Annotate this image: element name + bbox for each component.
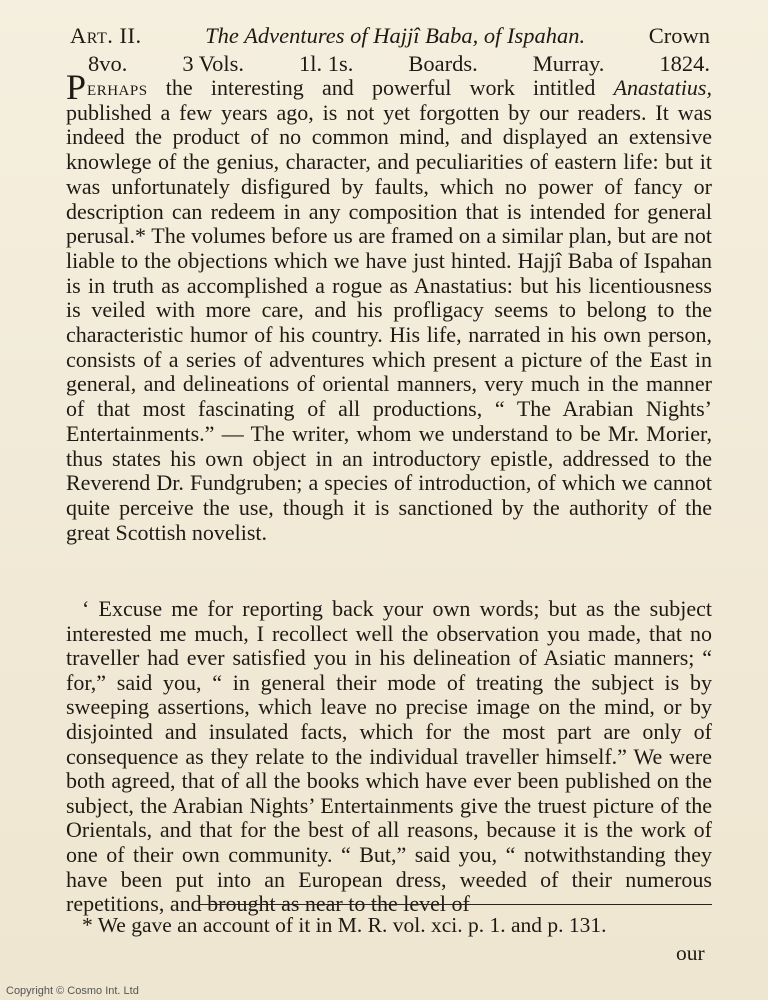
drop-cap: P <box>66 67 87 107</box>
header-line-1 <box>70 22 710 50</box>
format-octavo: 8vo. <box>88 51 128 76</box>
footnote: * We gave an account of it in M. R. vol. xci. p. 1. and p. 131. <box>82 913 607 937</box>
price: 1l. 1s. <box>299 51 354 76</box>
binding: Boards. <box>408 51 478 76</box>
format-crown: Crown <box>648 23 710 48</box>
anastatius-title: Anastatius, <box>613 75 712 100</box>
opening-word: erhaps <box>87 75 148 100</box>
paragraph-text-b: published a few years ago, is not yet forgotten by our readers. It was indeed the product of no common mind, and displayed an extensive knowlege of the genius, character, and peculiarities of eastern life: but it was unfortunately disfigured by faults, which no power of fancy or description can redeem in any composition that is intended for general perusal.* The volumes before us are framed on a similar plan, but are not liable to the objections which we have just hinted. Hajjî Baba of Ispahan is in truth as accomplished a rogue as Anastatius: but his licentiousness is veiled with more care, and his profligacy seems to belong to the characteristic humor of his country. His life, narrated in his own person, consists of a series of adventures which present a picture of the East in general, and delineations of oriental manners, very much in the manner of that most fascinating of all productions, “ The Arabian Nights’ Entertainments.” — The writer, whom we understand to be Mr. Morier, thus states his own object in an introductory epistle, addressed to the Reverend Dr. Fundgruben; a species of introduction, of which we cannot quite perceive the use, though it is sanctioned by the authority of the great Scottish novelist. <box>66 99 712 545</box>
catchword: our <box>676 941 705 965</box>
copyright-watermark: Copyright © Cosmo Int. Ltd <box>6 985 139 997</box>
paragraph-text-a: the interesting and powerful work intitled <box>147 75 614 100</box>
review-paragraph <box>66 67 712 545</box>
article-label: Art. II. <box>70 23 142 48</box>
volume-count: 3 Vols. <box>182 51 245 76</box>
header-line-2 <box>70 50 710 78</box>
quoted-epistle: ‘ Excuse me for reporting back your own words; but as the subject interested me much, I recollect well the observation you made, that no traveller had ever satisfied you in his delineation of Asiatic manners; “ for,” said you, “ in general their mode of treating the subject is by sweeping assertions, which leave no precise image on the mind, or by disjointed and insulated facts, which for the most part are only of consequence as they relate to the individual traveller himself.” We were both agreed, that of all the books which have ever been published on the subject, the Arabian Nights’ Entertainments give the truest picture of the Orientals, and that for the best of all reasons, because it is the work of one of their own community. “ But,” said you, “ notwithstanding they have been put into an European dress, weeded of their numerous repetitions, and brought as near to the level of <box>66 596 712 917</box>
article-title: The Adventures of Hajjî Baba, of Ispahan. <box>205 23 586 48</box>
article-header <box>70 22 710 78</box>
publisher: Murray. <box>532 51 605 76</box>
footnote-rule <box>200 904 712 905</box>
year: 1824. <box>659 51 710 76</box>
